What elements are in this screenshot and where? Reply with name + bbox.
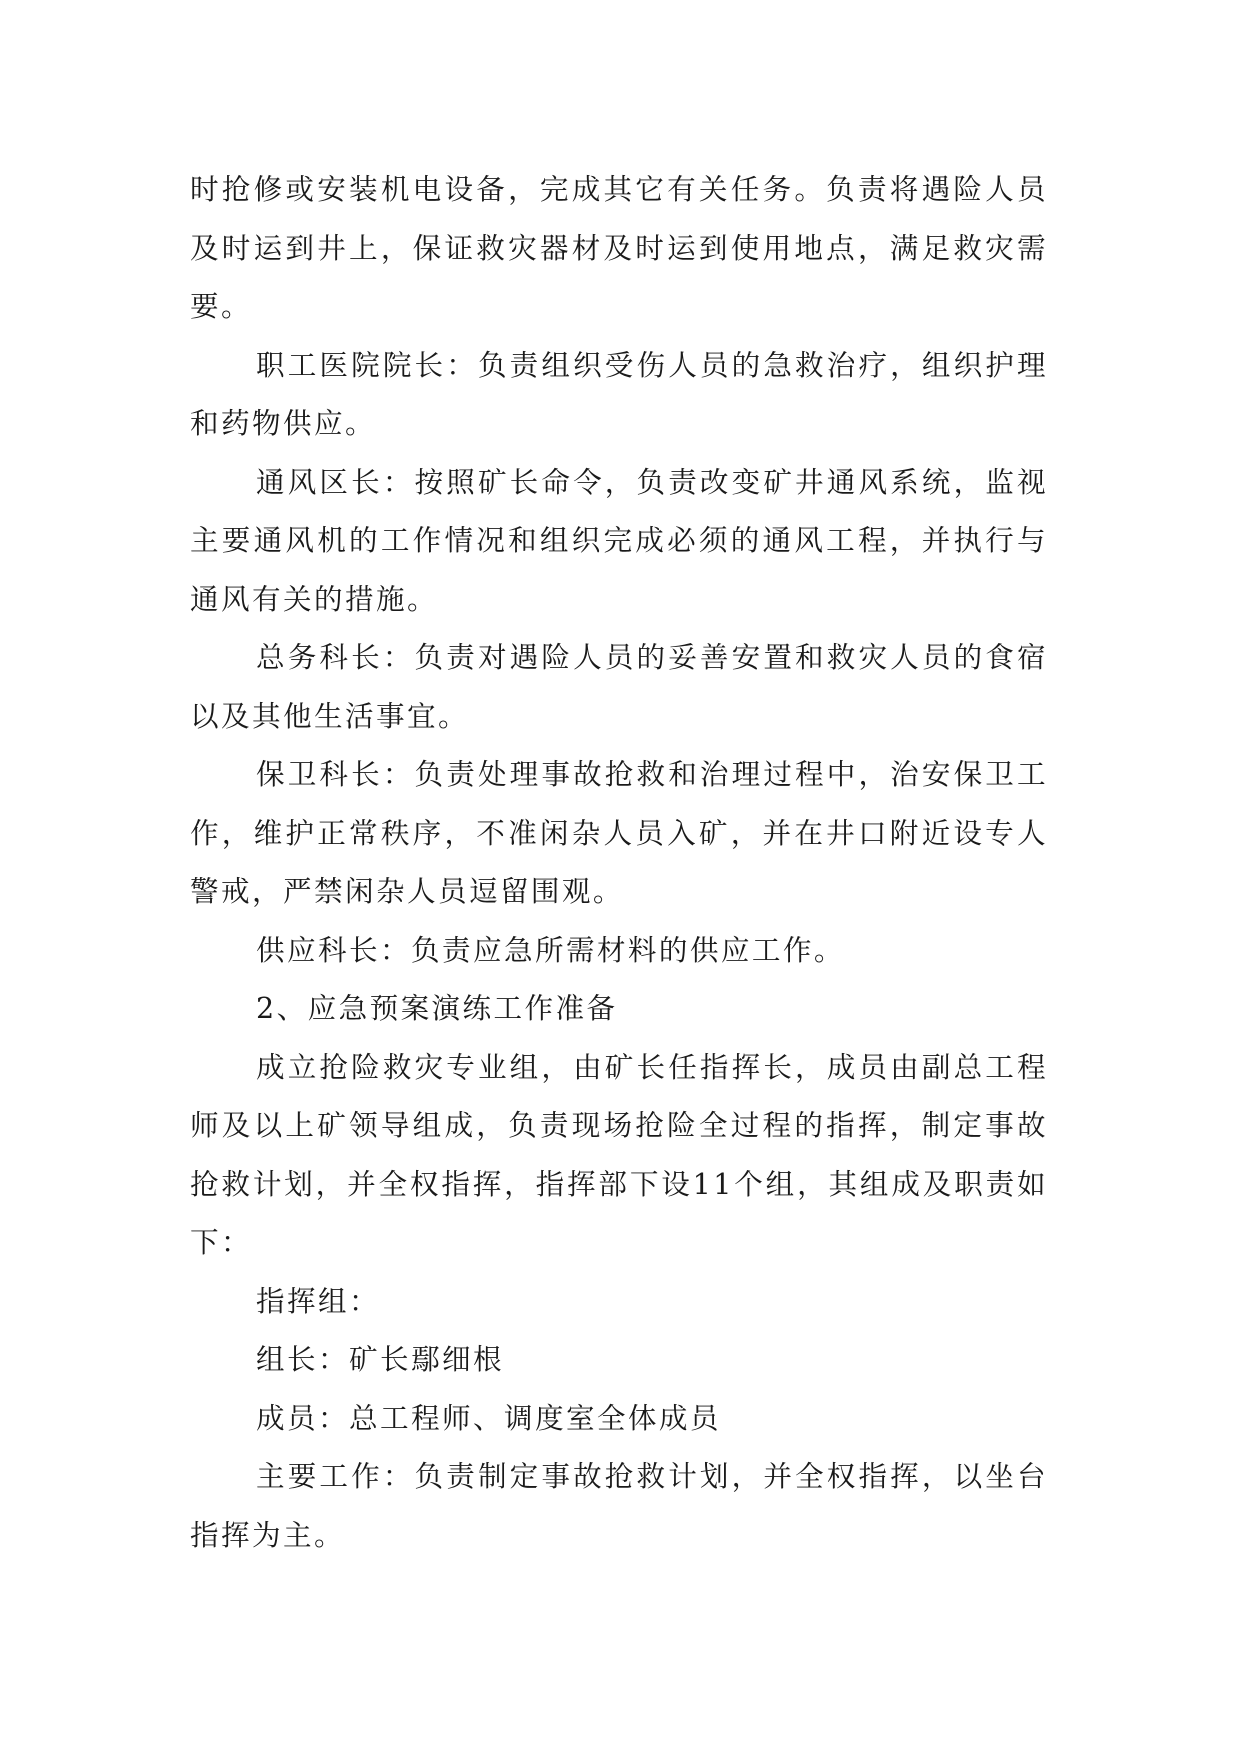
paragraph-security-chief: 保卫科长：负责处理事故抢救和治理过程中，治安保卫工作，维护正常秩序，不准闲杂人员入矿，并在井口附近设专人警戒，严禁闲杂人员逗留围观。 [190, 757, 1048, 908]
document-page [190, 160, 1048, 1564]
paragraph-ventilation-chief: 通风区长：按照矿长命令，负责改变矿井通风系统，监视主要通风机的工作情况和组织完成必须的通风工程，并执行与通风有关的措施。 [190, 464, 1048, 616]
paragraph-rescue-team: 成立抢险救灾专业组，由矿长任指挥长，成员由副总工程师及以上矿领导组成，负责现场抢险全过程的指挥，制定事故抢救计划，并全权指挥，指挥部下设11个组，其组成及职责如下： [190, 1049, 1048, 1259]
paragraph-general-affairs: 总务科长：负责对遇险人员的妥善安置和救灾人员的食宿以及其他生活事宜。 [190, 640, 1048, 733]
paragraph-supply-chief: 供应科长：负责应急所需材料的供应工作。 [256, 932, 845, 967]
paragraph-group-leader: 组长：矿长鄢细根 [256, 1342, 504, 1376]
paragraph-continuation: 时抢修或安装机电设备，完成其它有关任务。负责将遇险人员及时运到井上，保证救灾器材及时运到使用地点，满足救灾需要。 [190, 172, 1048, 323]
paragraph-hospital-director: 职工医院院长：负责组织受伤人员的急救治疗，组织护理和药物供应。 [190, 347, 1048, 440]
paragraph-main-work: 主要工作：负责制定事故抢救计划，并全权指挥，以坐台指挥为主。 [190, 1459, 1048, 1552]
section-heading-drill-preparation: 2、应急预案演练工作准备 [256, 991, 618, 1025]
paragraph-members: 成员：总工程师、调度室全体成员 [256, 1400, 721, 1435]
paragraph-command-group: 指挥组： [256, 1283, 380, 1318]
